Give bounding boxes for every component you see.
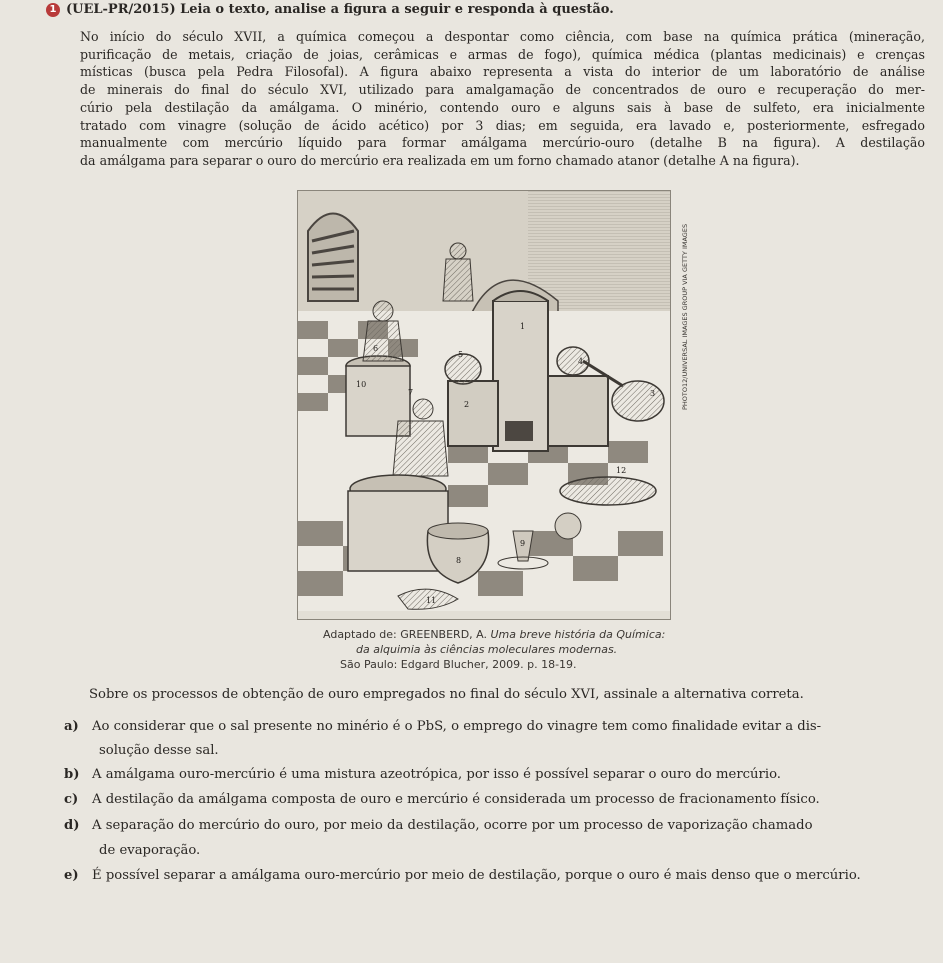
intro-line: purificação de metais, criação de joias, cerâmicas e armas de fogo), química médica (plantas medicinais) e crenças	[80, 46, 925, 62]
caption-book-title: Uma breve história da Química:	[490, 628, 666, 641]
option-text: É possível separar a amálgama ouro-mercúrio por meio de destilação, porque o ouro é mais denso que o mercúrio.	[92, 868, 861, 883]
caption-book-subtitle: da alquimia às ciências moleculares modernas.	[356, 643, 618, 656]
option-a-continuation: solução desse sal.	[99, 743, 219, 758]
intro-line: manualmente com mercúrio líquido para formar amálgama mercúrio-ouro (detalhe B na figura). A destilação	[80, 135, 925, 151]
option-letter: c)	[64, 792, 79, 807]
photo-credit	[669, 200, 689, 410]
option-c[interactable]	[64, 792, 820, 807]
intro-line: cúrio pela destilação da amálgama. O minério, contendo ouro e alguns sais à base de sulfeto, era inicialmente	[80, 99, 925, 115]
caption-line-3: São Paulo: Edgard Blucher, 2009. p. 18-19.	[340, 658, 577, 671]
intro-line: de minerais do final do século XVI, utilizado para amalgamação de concentrados de ouro e recuperação do mer-	[80, 82, 925, 98]
caption-source: Adaptado de: GREENBERD, A.	[323, 628, 491, 641]
detail-label: 3	[650, 389, 656, 398]
ore-tray	[560, 477, 656, 505]
intro-line: da amálgama para separar o ouro do mercúrio era realizada em um forno chamado atanor (detalhe A na figura).	[80, 152, 800, 168]
option-d[interactable]	[64, 818, 813, 833]
detail-label: 9	[520, 539, 526, 548]
laboratory-illustration	[297, 190, 671, 620]
intro-paragraph	[80, 28, 925, 170]
photo-credit-text: PHOTO12/UNIVERSAL IMAGES GROUP VIA GETTY IMAGES	[681, 223, 689, 410]
intro-line: místicas (busca pela Pedra Filosofal). A figura abaixo representa a vista do interior de um laboratório de análise	[80, 64, 925, 80]
caption-line-1	[323, 627, 665, 642]
atanor-furnace	[493, 291, 548, 451]
option-letter: e)	[64, 868, 79, 883]
detail-label: 10	[356, 380, 367, 389]
option-letter: a)	[64, 719, 79, 734]
option-text: A amálgama ouro-mercúrio é uma mistura azeotrópica, por isso é possível separar o ouro do mercúrio.	[92, 767, 781, 782]
option-b[interactable]	[64, 767, 781, 782]
detail-label: 7	[408, 388, 414, 397]
option-e[interactable]	[64, 868, 861, 883]
detail-label: 12	[616, 466, 627, 475]
option-letter: b)	[64, 767, 80, 782]
laboratory-engraving	[298, 191, 670, 619]
detail-label: 1	[520, 322, 526, 331]
detail-label: 8	[456, 556, 462, 565]
option-a[interactable]	[64, 719, 821, 734]
option-letter: d)	[64, 818, 80, 833]
detail-label: 4	[578, 357, 584, 366]
option-text: Ao considerar que o sal presente no minério é o PbS, o emprego do vinagre tem como finalidade evitar a dis-	[92, 719, 822, 734]
question-source: (UEL-PR/2015) Leia o texto, analise a figura a seguir e responda à questão.	[66, 2, 614, 17]
question-stem: Sobre os processos de obtenção de ouro empregados no final do século XVI, assinale a alternativa correta.	[89, 687, 804, 702]
detail-label: 11	[426, 596, 437, 605]
question-header	[46, 2, 614, 17]
option-text: A separação do mercúrio do ouro, por meio da destilação, ocorre por um processo de vaporização chamado	[92, 818, 813, 833]
intro-line: No início do século XVII, a química começou a despontar como ciência, com base na química prática (mineração,	[80, 29, 925, 44]
detail-label: 5	[458, 350, 464, 359]
caption-line-2	[356, 642, 617, 657]
detail-label: 6	[373, 344, 379, 353]
detail-label: 2	[464, 400, 470, 409]
option-text: A destilação da amálgama composta de ouro e mercúrio é considerada um processo de fracionamento físico.	[92, 792, 820, 807]
option-d-continuation: de evaporação.	[99, 843, 201, 858]
question-number-badge: 1	[46, 3, 60, 17]
intro-line: tratado com vinagre (solução de ácido acético) por 3 dias; em seguida, era lavado e, posteriormente, esfregado	[80, 117, 925, 133]
